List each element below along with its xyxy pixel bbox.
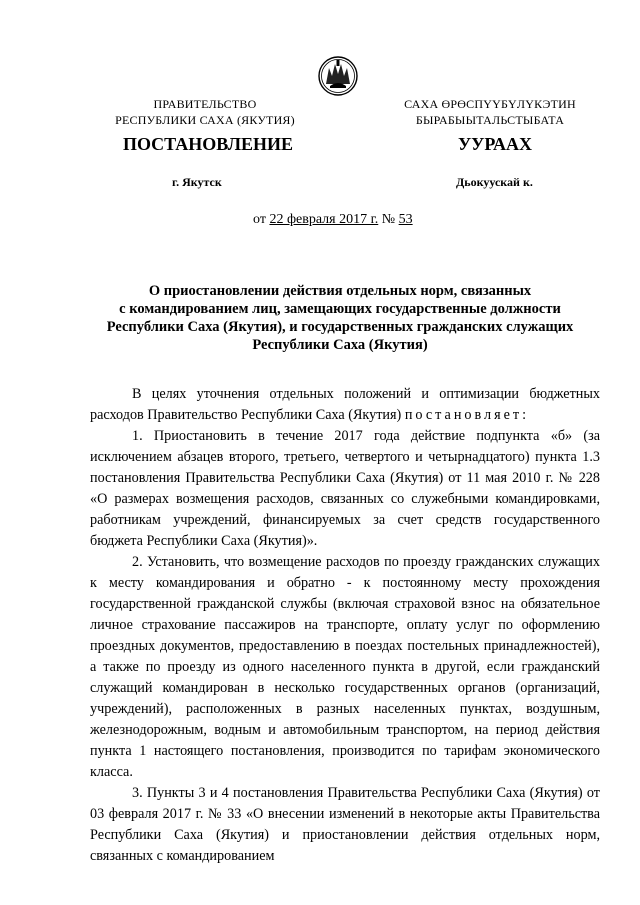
title-line1: О приостановлении действия отдельных норм, связанных (148, 283, 532, 299)
title-line2: с командированием лиц, замещающих государственные должности (119, 301, 561, 317)
city-yakut: Дьокуускай к. (456, 175, 533, 189)
city-russian: г. Якутск (172, 175, 222, 189)
document-body (90, 384, 600, 867)
document-date-line (253, 212, 413, 228)
coat-of-arms-emblem (318, 54, 358, 98)
document-number: 53 (398, 212, 413, 227)
header-left-line2: РЕСПУБЛИКИ САХА (ЯКУТИЯ) (115, 113, 295, 127)
paragraph-1: 1. Приостановить в течение 2017 года действие подпункта «б» (за исключением абзацев второго, третьего, четвертого и четырнадцатого) пункта 1.3 постановления Правительства Республики Саха (Якутия) от 11 мая 2010 г. № 228 «О размерах возмещения расходов, связанных со служебными командировками, работникам учреждений, финансируемых за счет средств государственного бюджета Республики Саха (Якутия)». (90, 428, 600, 549)
header-left-line1: ПРАВИТЕЛЬСТВО (153, 97, 257, 111)
title-line4: Республики Саха (Якутия) (252, 337, 428, 353)
government-name-russian (100, 96, 310, 128)
preamble-paragraph (90, 384, 600, 426)
government-name-yakut (380, 96, 600, 128)
title-line3: Республики Саха (Якутия), и государственных гражданских служащих (106, 319, 574, 335)
document-date: 22 февраля 2017 г. (269, 212, 379, 227)
preamble-verb: постановляет: (404, 407, 530, 423)
header-right-line1: САХА ӨРӨСПҮҮБҮЛҮКЭТИН (404, 97, 576, 111)
number-prefix: № (378, 212, 399, 227)
header-right-line2: БЫРАБЫЫТАЛЬСТЫБАТА (415, 113, 565, 127)
preamble-text: В целях уточнения отдельных положений и оптимизации бюджетных расходов Правительство Республики Саха (Якутия) (90, 386, 600, 423)
paragraph-3: 3. Пункты 3 и 4 постановления Правительства Республики Саха (Якутия) от 03 февраля 2017 г. № 33 «О внесении изменений в некоторые акты Правительства Республики Саха (Якутия) и приостановлении действия отдельных норм, связанных с командированием (90, 785, 600, 864)
document-type-yakut: УУРААХ (457, 134, 533, 154)
document-type-russian: ПОСТАНОВЛЕНИЕ (122, 134, 294, 154)
document-title (90, 282, 590, 354)
date-prefix: от (253, 212, 270, 227)
paragraph-2: 2. Установить, что возмещение расходов по проезду гражданских служащих к месту командирования и обратно - к постоянному месту прохождения государственной гражданской службы (включая страховой взнос на обязательное личное страхование пассажиров на транспорте, оплату услуг по оформлению проездных документов, предоставлению в поездах постельных принадлежностей), а также по проезду из одного населенного пункта в другой, если гражданский служащий командирован в несколько государственных органов (организаций, учреждений), расположенных в разных населенных пунктах, воздушным, железнодорожным, водным и автомобильным транспортом, на период действия пункта 1 настоящего постановления, производится по тарифам экономического класса. (90, 554, 600, 780)
